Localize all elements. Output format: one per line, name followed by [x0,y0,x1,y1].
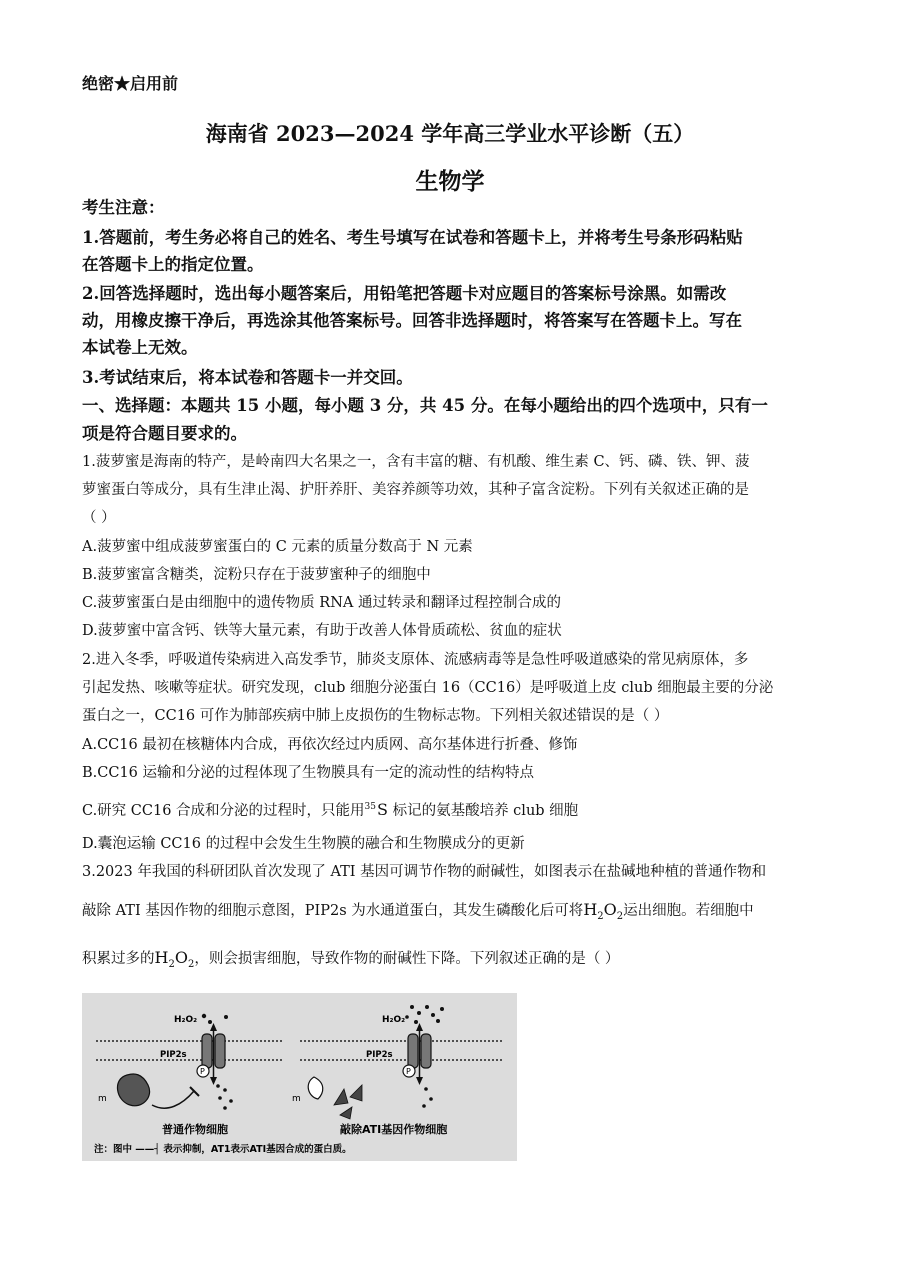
mrna-icon [308,1077,323,1099]
ati-protein-icon [117,1074,149,1106]
q3-stem-line-2-pre: 敲除 ATI 基因作物的细胞示意图，PIP2s 为水通道蛋白，其发生磷酸化后可将 [82,903,584,919]
notice-3: 3.考试结束后，将本试卷和答题卡一并交回。 [82,368,413,387]
q2-stem-line-3: 蛋白之一，CC16 可作为肺部疾病中肺上皮损伤的生物标志物。下列相关叙述错误的是（ ） [82,708,669,724]
q2-option-c [82,800,822,820]
q1-answer-blank: （ ） [82,510,116,526]
notice-2-line-3: 本试卷上无效。 [82,338,198,357]
section-heading-line-1: 一、选择题：本题共 15 小题，每小题 3 分，共 45 分。在每小题给出的四个选项中，只有一 [82,396,768,415]
q2-stem-line-2: 引起发热、咳嗽等症状。研究发现，club 细胞分泌蛋白 16（CC16）是呼吸道上皮 club 细胞最主要的分泌 [82,680,774,696]
pip2s-label: PIP2s [160,1050,187,1060]
h2o2-label: H₂O₂ [174,1015,198,1025]
q2-stem-line-1: 2.进入冬季，呼吸道传染病进入高发季节，肺炎支原体、流感病毒等是急性呼吸道感染的常见病原体，多 [82,652,749,668]
isotope-element: S [377,800,388,819]
knockout-cell-diagram [292,1005,447,1136]
q2-option-c-post: 标记的氨基酸培养 club 细胞 [387,803,579,819]
q1-option-b: B.菠萝蜜富含糖类，淀粉只存在于菠萝蜜种子的细胞中 [82,567,431,583]
figure-note: 注：图中 ——┤ 表示抑制，AT1表示ATI基因合成的蛋白质。 [94,1144,352,1155]
q1-stem-line-2: 萝蜜蛋白等成分，具有生津止渴、护肝养肝、美容养颜等功效，其种子富含淀粉。下列有关叙述正确的是 [82,482,749,498]
notice-2-line-2: 动，用橡皮擦干净后，再选涂其他答案标号。回答非选择题时，将答案写在答题卡上。写在 [82,311,742,330]
q3-stem-line-2 [82,900,822,923]
degraded-ati-protein-icon [334,1085,362,1119]
cell-membrane [96,1041,502,1060]
q3-stem-line-1: 3.2023 年我国的科研团队首次发现了 ATI 基因可调节作物的耐碱性，如图表示在盐碱地种植的普通作物和 [82,864,767,880]
h2o2-label: H₂O₂ [382,1015,406,1025]
pip2s-label: PIP2s [366,1050,393,1060]
phosphate-label: P [200,1067,205,1076]
h2o2-molecules-in [422,1087,433,1108]
notice-heading: 考生注意： [82,198,165,217]
cell-diagram-figure [82,993,517,1161]
m-label: m [292,1094,301,1104]
phosphate-label: P [406,1067,411,1076]
h2o2-molecules-in [216,1084,233,1110]
q1-option-c: C.菠萝蜜蛋白是由细胞中的遗传物质 RNA 通过转录和翻译过程控制合成的 [82,595,561,611]
q1-option-d: D.菠萝蜜中富含钙、铁等大量元素，有助于改善人体骨质疏松、贫血的症状 [82,623,562,639]
q3-stem-line-3 [82,948,822,971]
h2o2-molecules-out [405,1005,444,1024]
exam-title: 海南省 2023—2024 学年高三学业水平诊断（五） [205,121,695,146]
normal-cell-caption: 普通作物细胞 [162,1123,228,1136]
m-label: m [98,1094,107,1104]
notice-2-line-1: 2.回答选择题时，选出每小题答案后，用铅笔把答题卡对应题目的答案标号涂黑。如需改 [82,284,727,303]
h2o2-formula: $H_2O_2$ [583,900,624,923]
cell-diagram [82,993,517,1161]
q3-stem-line-3-post: ，则会损害细胞，导致作物的耐碱性下降。下列叙述正确的是（ ） [194,951,620,967]
isotope-mass-number: 35 [364,802,376,812]
q3-stem-line-2-post: 运出细胞。若细胞中 [623,903,754,919]
h2o2-formula: $H_2O_2$ [154,948,195,971]
h2o2-molecules-out [202,1014,228,1024]
inhibition-line [152,1091,194,1108]
confidential-mark: 绝密★启用前 [82,74,179,93]
normal-cell-diagram [98,1014,233,1136]
q3-stem-line-3-pre: 积累过多的 [82,951,155,967]
q2-option-c-pre: C.研究 CC16 合成和分泌的过程时，只能用 [82,803,365,819]
q1-stem-line-1: 1.菠萝蜜是海南的特产，是岭南四大名果之一，含有丰富的糖、有机酸、维生素 C、钙、磷、铁、钾、菠 [82,454,750,470]
q1-option-a: A.菠萝蜜中组成菠萝蜜蛋白的 C 元素的质量分数高于 N 元素 [82,539,473,555]
notice-1-line-2: 在答题卡上的指定位置。 [82,255,264,274]
knockout-cell-caption: 敲除ATI基因作物细胞 [340,1123,448,1136]
notice-1-line-1: 1.答题前，考生务必将自己的姓名、考生号填写在试卷和答题卡上，并将考生号条形码粘贴 [82,228,743,247]
section-heading-line-2: 项是符合题目要求的。 [82,424,247,443]
q2-option-a: A.CC16 最初在核糖体内合成，再依次经过内质网、高尔基体进行折叠、修饰 [82,737,578,753]
subject-title: 生物学 [415,168,485,195]
q2-option-b: B.CC16 运输和分泌的过程体现了生物膜具有一定的流动性的结构特点 [82,765,535,781]
q2-option-d: D.囊泡运输 CC16 的过程中会发生生物膜的融合和生物膜成分的更新 [82,836,525,852]
